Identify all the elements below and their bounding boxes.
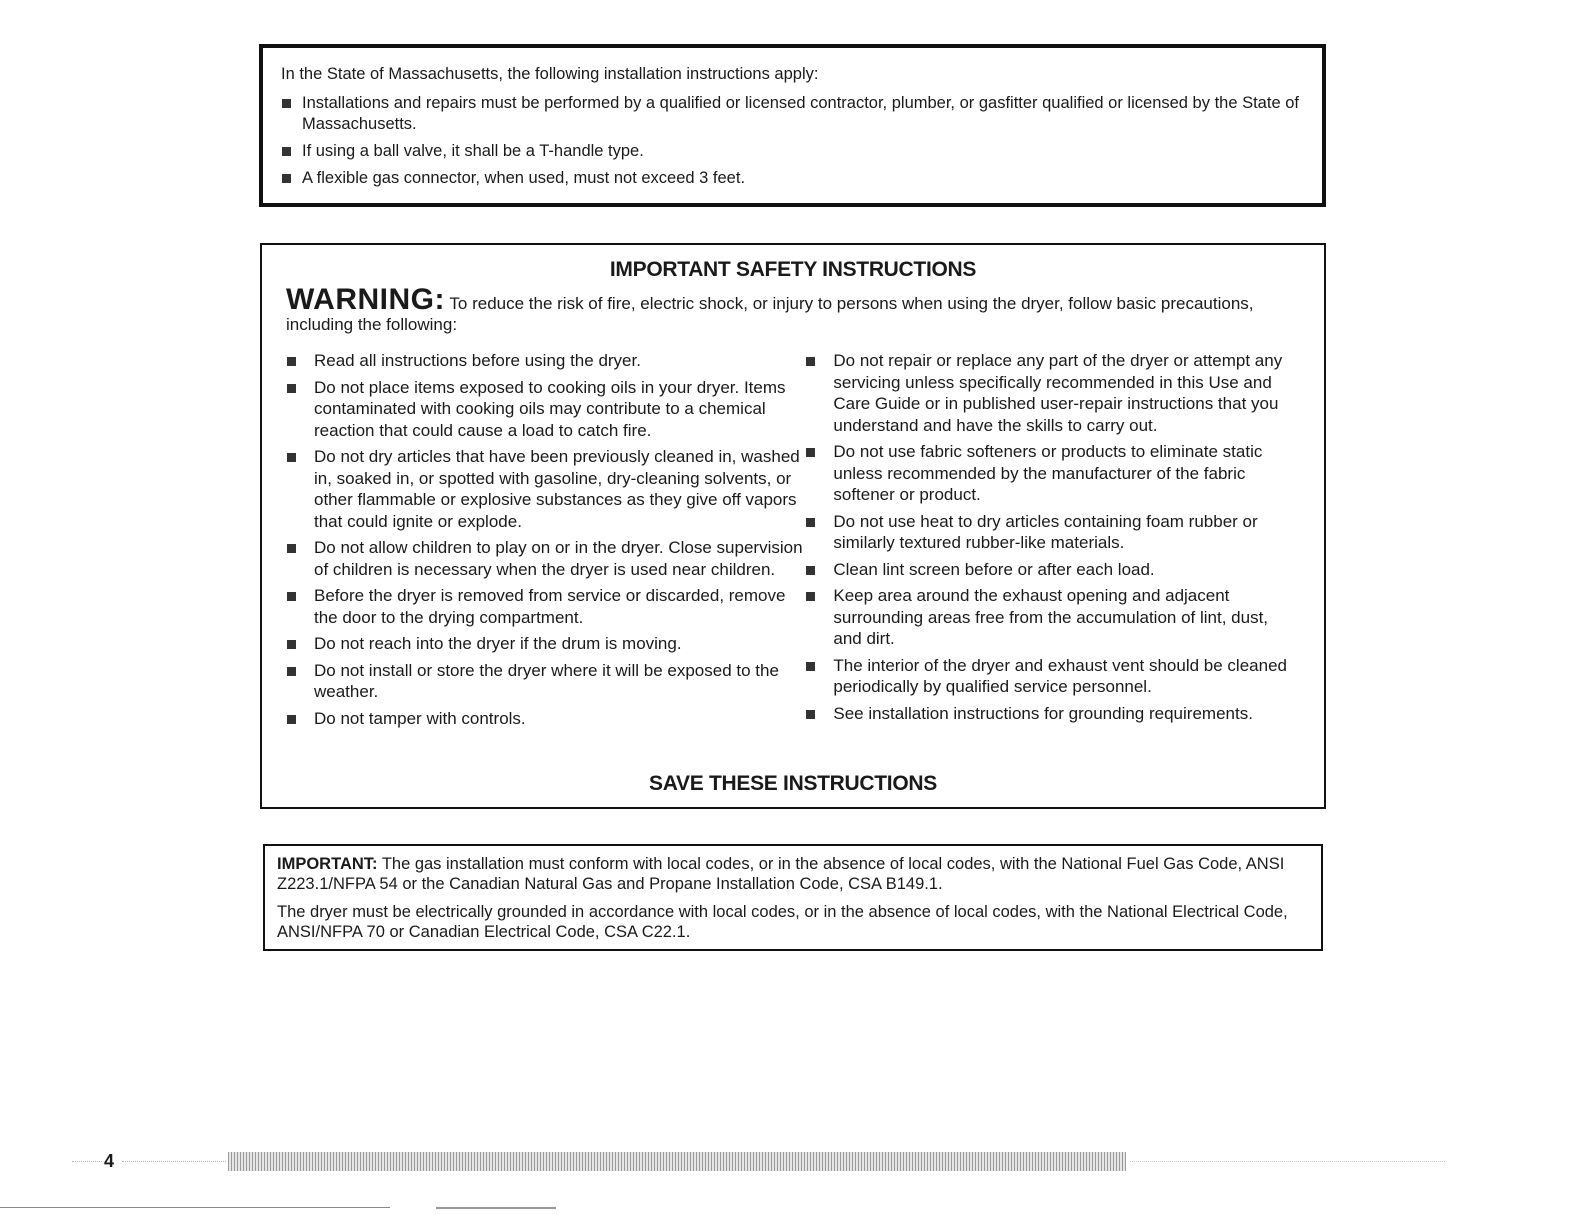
safety-right-column bbox=[805, 350, 1300, 734]
safety-title: IMPORTANT SAFETY INSTRUCTIONS bbox=[609, 258, 977, 281]
square-bullet-icon bbox=[287, 640, 296, 649]
square-bullet-icon bbox=[287, 544, 296, 553]
list-item bbox=[286, 585, 805, 628]
list-item-text: Do not tamper with controls. bbox=[314, 708, 526, 728]
square-bullet-icon bbox=[287, 715, 296, 724]
footer-hatched-bar bbox=[228, 1152, 1126, 1171]
massachusetts-notice-box bbox=[259, 44, 1326, 207]
list-item bbox=[281, 93, 1304, 135]
square-bullet-icon bbox=[806, 566, 815, 575]
footer-dotted-rule bbox=[122, 1161, 226, 1162]
list-item bbox=[281, 168, 1304, 189]
square-bullet-icon bbox=[806, 662, 815, 671]
list-item-text: Clean lint screen before or after each load. bbox=[833, 559, 1155, 579]
list-item bbox=[286, 350, 805, 372]
warning-label: WARNING: bbox=[286, 283, 445, 316]
safety-columns bbox=[286, 350, 1300, 734]
list-item-text: Do not install or store the dryer where it will be exposed to the weather. bbox=[314, 660, 779, 701]
list-item bbox=[805, 559, 1300, 581]
bottom-rule bbox=[436, 1207, 556, 1209]
list-item bbox=[805, 511, 1300, 554]
safety-left-column bbox=[286, 350, 805, 734]
important-paragraph-gas bbox=[277, 854, 1309, 894]
list-item bbox=[805, 655, 1300, 698]
list-item-text: See installation instructions for grounding requirements. bbox=[833, 703, 1253, 723]
list-item-text: Do not reach into the dryer if the drum is moving. bbox=[314, 634, 682, 653]
bottom-rule bbox=[0, 1207, 390, 1208]
massachusetts-list bbox=[281, 93, 1304, 189]
warning-text: To reduce the risk of fire, electric shock, or injury to persons when using the dryer, follow basic precautions, including the following: bbox=[286, 294, 1254, 334]
square-bullet-icon bbox=[282, 174, 291, 183]
list-item-text: Before the dryer is removed from service or discarded, remove the door to the drying compartment. bbox=[314, 586, 786, 627]
important-codes-box bbox=[263, 844, 1323, 951]
list-item-text: Read all instructions before using the dryer. bbox=[314, 351, 641, 370]
list-item-text: Do not dry articles that have been previously cleaned in, washed in, soaked in, or spotted with gasoline, dry-cleaning solvents, or other flammable or explosive substances as they give off vapors that could ignite or explode. bbox=[314, 447, 800, 531]
save-instructions-title: SAVE THESE INSTRUCTIONS bbox=[649, 772, 937, 795]
important-gas-text: The gas installation must conform with local codes, or in the absence of local codes, with the National Fuel Gas Code, ANSI Z223.1/NFPA 54 or the Canadian Natural Gas and Propane Installation Code, CSA B149.1. bbox=[277, 855, 1285, 893]
list-item bbox=[805, 585, 1300, 650]
list-item-text: Do not use heat to dry articles containing foam rubber or similarly textured rubber-like materials. bbox=[833, 511, 1258, 552]
list-item bbox=[805, 441, 1300, 506]
square-bullet-icon bbox=[806, 448, 815, 457]
list-item bbox=[286, 633, 805, 655]
list-item bbox=[286, 446, 805, 532]
list-item-text: Keep area around the exhaust opening and adjacent surrounding areas free from the accumulation of lint, dust, and dirt. bbox=[833, 586, 1269, 648]
page-footer bbox=[0, 1140, 1585, 1200]
square-bullet-icon bbox=[806, 518, 815, 527]
massachusetts-intro: In the State of Massachusetts, the following installation instructions apply: bbox=[281, 65, 819, 83]
list-item-text: Do not use fabric softeners or products to eliminate static unless recommended by the manufacturer of the fabric softener or product. bbox=[833, 442, 1263, 504]
warning-paragraph bbox=[286, 283, 1300, 335]
footer-dotted-rule bbox=[1130, 1161, 1445, 1162]
page-number: 4 bbox=[104, 1151, 115, 1171]
safety-instructions-box bbox=[260, 243, 1326, 809]
important-label: IMPORTANT: bbox=[277, 855, 378, 873]
square-bullet-icon bbox=[806, 592, 815, 601]
list-item bbox=[805, 703, 1300, 725]
list-item-text: Do not allow children to play on or in the dryer. Close supervision of children is necessary when the dryer is used near children. bbox=[314, 538, 803, 579]
square-bullet-icon bbox=[287, 453, 296, 462]
list-item bbox=[286, 660, 805, 703]
list-item-text: If using a ball valve, it shall be a T-handle type. bbox=[302, 142, 644, 160]
list-item bbox=[286, 537, 805, 580]
list-item-text: A flexible gas connector, when used, must not exceed 3 feet. bbox=[302, 169, 746, 187]
list-item bbox=[281, 141, 1304, 162]
square-bullet-icon bbox=[287, 357, 296, 366]
square-bullet-icon bbox=[282, 147, 291, 156]
safety-left-list bbox=[286, 350, 805, 729]
square-bullet-icon bbox=[287, 592, 296, 601]
list-item bbox=[286, 708, 805, 730]
square-bullet-icon bbox=[282, 99, 291, 108]
footer-dotted-rule bbox=[72, 1161, 102, 1162]
safety-right-list bbox=[805, 350, 1300, 724]
square-bullet-icon bbox=[806, 357, 815, 366]
list-item bbox=[286, 377, 805, 442]
list-item bbox=[805, 350, 1300, 436]
square-bullet-icon bbox=[287, 384, 296, 393]
list-item-text: Do not repair or replace any part of the dryer or attempt any servicing unless specifically recommended in this Use and Care Guide or in published user-repair instructions that you understand and have the skills to carry out. bbox=[833, 351, 1283, 435]
list-item-text: Do not place items exposed to cooking oils in your dryer. Items contaminated with cooking oils may contribute to a chemical reaction that could cause a load to catch fire. bbox=[314, 377, 786, 440]
list-item-text: Installations and repairs must be performed by a qualified or licensed contractor, plumber, or gasfitter qualified or licensed by the State of Massachusetts. bbox=[302, 94, 1299, 133]
square-bullet-icon bbox=[806, 710, 815, 719]
important-electrical-text: The dryer must be electrically grounded in accordance with local codes, or in the absence of local codes, with the National Electrical Code, ANSI/NFPA 70 or Canadian Electrical Code, CSA C22.1. bbox=[277, 903, 1288, 941]
list-item-text: The interior of the dryer and exhaust vent should be cleaned periodically by qualified service personnel. bbox=[833, 655, 1287, 696]
square-bullet-icon bbox=[287, 667, 296, 676]
